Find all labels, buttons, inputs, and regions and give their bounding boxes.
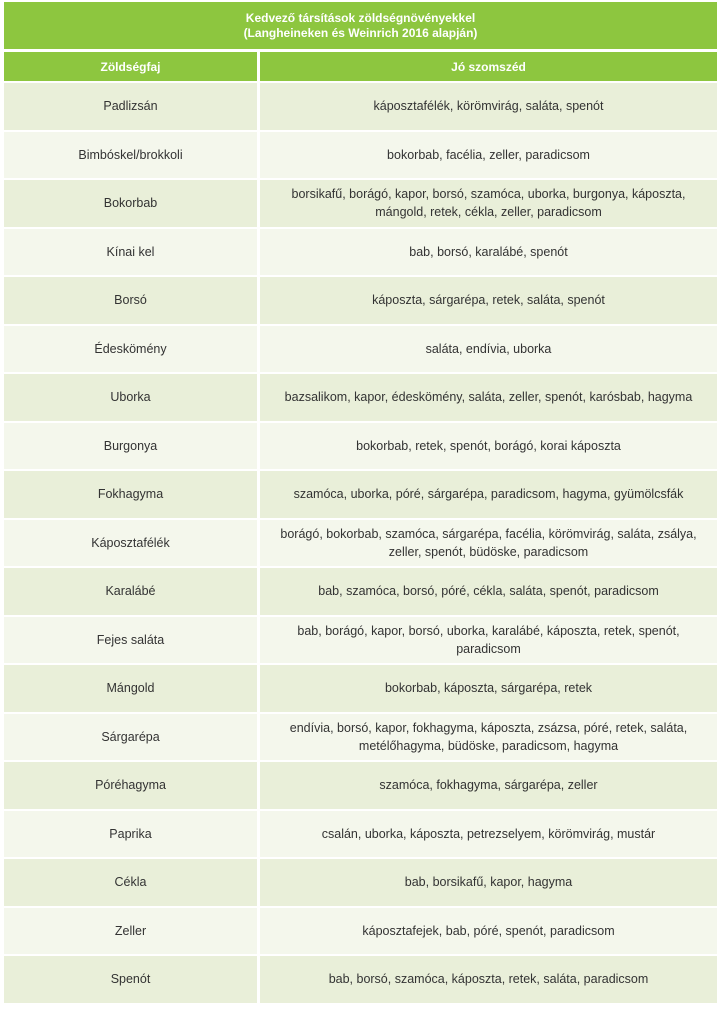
table-title-source: (Langheineken és Weinrich 2016 alapján) [243,25,478,40]
neighbors-cell: borágó, bokorbab, szamóca, sárgarépa, facélia, körömvirág, saláta, zsálya, zeller, spenót, büdöske, paradicsom [260,520,717,567]
column-header-good-neighbor: Jó szomszéd [260,52,717,81]
neighbors-cell: bokorbab, káposzta, sárgarépa, retek [260,665,717,712]
vegetable-cell: Kínai kel [4,229,257,276]
neighbors-cell: saláta, endívia, uborka [260,326,717,373]
neighbors-cell: bab, borsó, karalábé, spenót [260,229,717,276]
vegetable-cell: Cékla [4,859,257,906]
table-row [4,180,717,229]
vegetable-cell: Fokhagyma [4,471,257,518]
table-row [4,811,717,860]
neighbors-cell: bazsalikom, kapor, édeskömény, saláta, zeller, spenót, karósbab, hagyma [260,374,717,421]
vegetable-cell: Zeller [4,908,257,955]
vegetable-cell: Póréhagyma [4,762,257,809]
neighbors-cell: szamóca, fokhagyma, sárgarépa, zeller [260,762,717,809]
table-row [4,277,717,326]
table-body [4,83,717,1005]
vegetable-cell: Mángold [4,665,257,712]
table-row [4,762,717,811]
vegetable-cell: Burgonya [4,423,257,470]
table-row [4,423,717,472]
neighbors-cell: endívia, borsó, kapor, fokhagyma, káposzta, zsázsa, póré, retek, saláta, metélőhagyma, büdöske, paradicsom, hagyma [260,714,717,761]
table-row [4,665,717,714]
table-row [4,326,717,375]
table-row [4,956,717,1005]
table-row [4,229,717,278]
table-row [4,617,717,666]
neighbors-cell: szamóca, uborka, póré, sárgarépa, paradicsom, hagyma, gyümölcsfák [260,471,717,518]
table-title-main: Kedvező társítások zöldségnövényekkel [245,10,476,25]
table-row [4,471,717,520]
table-row [4,132,717,181]
neighbors-cell: csalán, uborka, káposzta, petrezselyem, körömvirág, mustár [260,811,717,858]
neighbors-cell: bab, szamóca, borsó, póré, cékla, saláta, spenót, paradicsom [260,568,717,615]
neighbors-cell: káposztafélék, körömvirág, saláta, spenót [260,83,717,130]
vegetable-cell: Borsó [4,277,257,324]
neighbors-cell: bab, borsikafű, kapor, hagyma [260,859,717,906]
table-title [4,2,717,49]
vegetable-cell: Bokorbab [4,180,257,227]
table-row [4,83,717,132]
vegetable-cell: Sárgarépa [4,714,257,761]
table-row [4,520,717,569]
column-header-vegetable: Zöldségfaj [4,52,257,81]
neighbors-cell: borsikafű, borágó, kapor, borsó, szamóca, uborka, burgonya, káposzta, mángold, retek, cékla, zeller, paradicsom [260,180,717,227]
neighbors-cell: bokorbab, retek, spenót, borágó, korai káposzta [260,423,717,470]
vegetable-cell: Spenót [4,956,257,1003]
neighbors-cell: bokorbab, facélia, zeller, paradicsom [260,132,717,179]
table-row [4,568,717,617]
vegetable-cell: Paprika [4,811,257,858]
vegetable-cell: Uborka [4,374,257,421]
table-row [4,714,717,763]
table-header-row [4,52,717,81]
table-row [4,859,717,908]
neighbors-cell: bab, borágó, kapor, borsó, uborka, karalábé, káposzta, retek, spenót, paradicsom [260,617,717,664]
neighbors-cell: bab, borsó, szamóca, káposzta, retek, saláta, paradicsom [260,956,717,1003]
neighbors-cell: káposzta, sárgarépa, retek, saláta, spenót [260,277,717,324]
vegetable-cell: Káposztafélék [4,520,257,567]
vegetable-cell: Bimbóskel/brokkoli [4,132,257,179]
table-row [4,908,717,957]
table-row [4,374,717,423]
vegetable-cell: Fejes saláta [4,617,257,664]
companion-planting-table [4,2,717,1022]
vegetable-cell: Padlizsán [4,83,257,130]
neighbors-cell: káposztafejek, bab, póré, spenót, paradicsom [260,908,717,955]
vegetable-cell: Édeskömény [4,326,257,373]
vegetable-cell: Karalábé [4,568,257,615]
